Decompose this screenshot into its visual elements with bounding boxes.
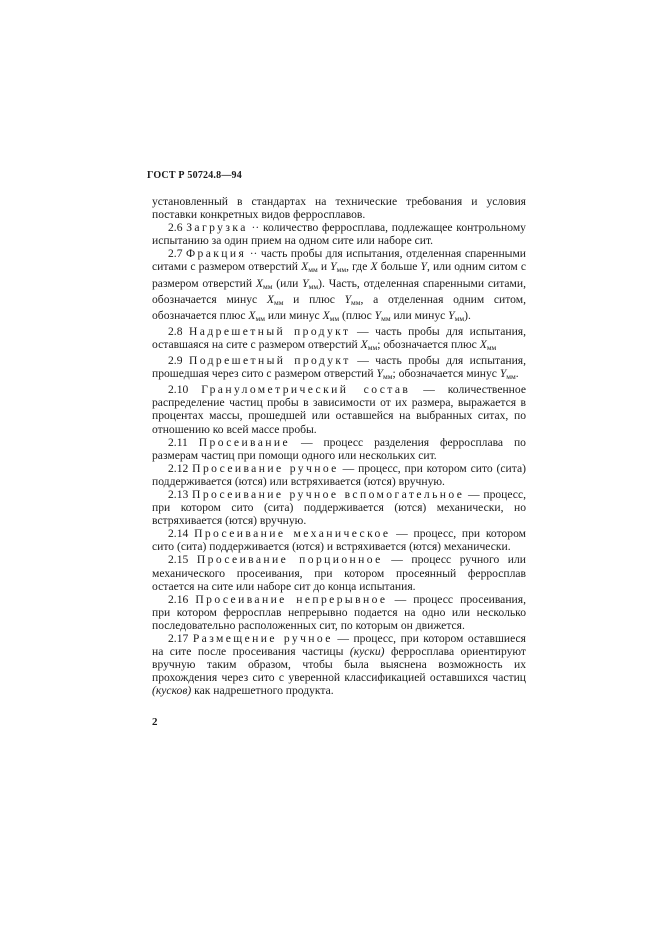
paragraph-continuation — [152, 195, 526, 221]
clause-dash: — — [300, 435, 313, 449]
clause-term: Размещение ручное — [192, 632, 333, 645]
clause-number: 2.15 — [168, 553, 189, 567]
document-header: ГОСТ Р 50724.8—94 — [147, 170, 242, 181]
clause-term: Надрешетный продукт — [189, 324, 351, 338]
clause-dash: — — [342, 461, 355, 475]
clause-term: Просеивание ручное — [192, 461, 339, 475]
clause-dash: — — [423, 383, 435, 397]
document-body — [152, 195, 526, 697]
clause-2-10 — [152, 383, 526, 435]
clause-text: часть пробы для испытания, оставшаяся на сите с размером отверстий $X_{мм}$; обозначается плюс $X_{мм}$ — [152, 324, 526, 352]
page-number: 2 — [152, 716, 158, 728]
clause-term: Фракция — [185, 247, 247, 261]
clause-dash: ·· — [251, 221, 260, 235]
clause-text: процесс, при котором сито (сита) поддерживается (ются) или встряхивается (ются) вручную. — [152, 461, 526, 488]
clause-number: 2.8 — [168, 324, 183, 338]
clause-dash: — — [337, 632, 349, 645]
paragraph-text: установленный в стандартах на технические требования и условия поставки конкретных видов ферросплавов. — [152, 195, 526, 222]
clause-2-13 — [152, 488, 526, 527]
clause-number: 2.13 — [168, 487, 189, 501]
clause-text: процесс, при котором сито (сита) поддерживается (ются) механически, но встряхивается (ются) вручную. — [152, 487, 526, 528]
clause-term: Просеивание — [198, 435, 291, 449]
clause-text: процесс просеивания, при котором ферросплав непрерывно подается на одно или несколько последовательно расположенных сит, по которым он движется. — [152, 592, 526, 632]
clause-2-6 — [152, 221, 526, 247]
clause-text: часть пробы для испытания, отделенная спаренными ситами с размером отверстий $X_{мм}$ и $Y_{мм}$, где X больше Y, или одним ситом с размером отверстий $X_{мм}$ (или $Y_{мм}$). Часть, отделенная спаренными ситами, обозначается минус $X_{мм}$ и плюс $Y_{мм}$, а отделенная одним ситом, обозначается плюс $X_{мм}$ или минус $X_{мм}$ (плюс $Y_{мм}$ или минус $Y_{мм}$). — [152, 247, 527, 323]
clause-text: часть пробы для испытания, прошедшая через сито с размером отверстий $Y_{мм}$; обозначается минус $Y_{мм}$. — [152, 354, 526, 382]
clause-2-17 — [152, 632, 526, 697]
clause-2-15 — [152, 553, 526, 592]
clause-dash: ·· — [249, 247, 258, 261]
clause-number: 2.11 — [168, 435, 188, 449]
clause-2-11 — [152, 436, 526, 462]
clause-number: 2.14 — [168, 527, 189, 541]
clause-number: 2.16 — [168, 592, 189, 606]
clause-term: Просеивание ручное вспомогательное — [192, 487, 465, 501]
clause-dash: — — [357, 324, 369, 338]
clause-dash: — — [396, 527, 408, 541]
clause-2-14 — [152, 527, 526, 553]
clause-dash: — — [391, 553, 403, 567]
clause-term: Просеивание механическое — [194, 527, 391, 541]
clause-text: процесс разделения ферросплава по размерам частиц при помощи одного или нескольких сит. — [152, 435, 526, 462]
clause-2-12 — [152, 462, 526, 488]
clause-text: процесс, при котором оставшиеся на сите после просеивания частицы (куски) ферросплава ориентируют вручную таким образом, чтобы была выяснена возможность их прохождения через сито с уверенной классификацией оставшихся частиц (кусков) как надрешетного продукта. — [152, 632, 527, 698]
clause-term: Просеивание порционное — [196, 553, 383, 567]
clause-text: количество ферросплава, подлежащее контрольному испытанию за один прием на одном сите или наборе сит. — [152, 221, 526, 248]
clause-term: Подрешетный продукт — [188, 354, 351, 368]
clause-2-8 — [152, 325, 526, 354]
clause-dash: — — [357, 354, 369, 368]
clause-term: Гранулометрический состав — [201, 383, 411, 397]
clause-number: 2.10 — [168, 383, 189, 397]
clause-2-9 — [152, 354, 526, 383]
clause-2-16 — [152, 593, 526, 632]
clause-term: Просеивание непрерывное — [195, 592, 388, 606]
clause-text: процесс, при котором сито (сита) поддерживается (ются) и встряхивается (ются) механически. — [152, 527, 526, 554]
clause-text: количественное распределение частиц пробы в зависимости от их размера, выражается в процентах массы, прошедшей или оставшейся на выбранных ситах, по отношению ко всей массе пробы. — [152, 383, 526, 436]
clause-2-7 — [152, 247, 526, 324]
clause-number: 2.9 — [168, 354, 183, 368]
clause-dash: — — [468, 487, 480, 501]
clause-number: 2.7 — [168, 247, 183, 261]
clause-text: процесс ручного или механического просеивания, при котором просеянный ферросплав остается на сите или наборе сит до конца испытания. — [152, 553, 526, 593]
clause-number: 2.17 — [168, 632, 189, 645]
clause-number: 2.6 — [168, 221, 183, 235]
clause-dash: — — [394, 592, 407, 606]
clause-term: Загрузка — [186, 221, 248, 235]
clause-number: 2.12 — [168, 461, 189, 475]
